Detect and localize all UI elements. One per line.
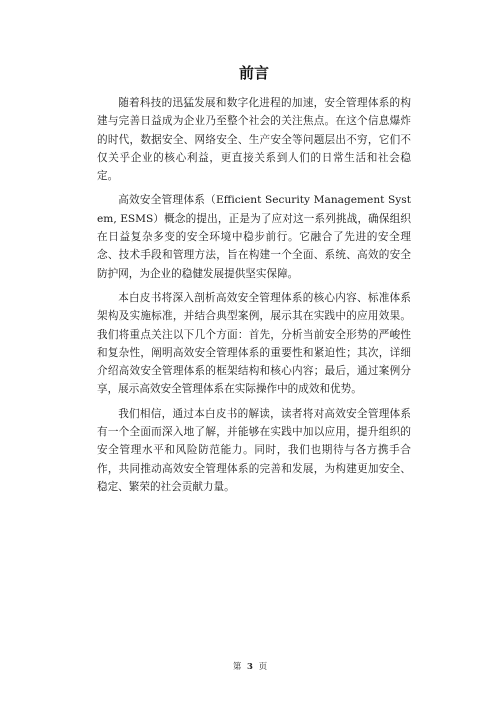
body-text xyxy=(97,94,411,502)
paragraph-3: 本白皮书将深入剖析高效安全管理体系的核心内容、标准体系架构及实施标准，并结合典型案例，展示其在实践中的应用效果。我们将重点关注以下几个方面：首先，分析当前安全形势的严峻性和复杂性，阐明高效安全管理体系的重要性和紧迫性；其次，详细介绍高效安全管理体系的框架结构和核心内容；最后，通过案例分享，展示高效安全管理体系在实际操作中的成效和优势。 xyxy=(97,291,411,396)
page-title: 前言 xyxy=(238,64,269,82)
paragraph-4: 我们相信，通过本白皮书的解读，读者将对高效安全管理体系有一个全面而深入地了解，并能够在实践中加以应用，提升组织的安全管理水平和风险防范能力。同时，我们也期待与各方携手合作，共同推动高效安全管理体系的完善和发展，为构建更加安全、稳定、繁荣的社会贡献力量。 xyxy=(97,407,411,493)
paragraph-1: 随着科技的迅猛发展和数字化进程的加速，安全管理体系的构建与完善日益成为企业乃至整个社会的关注焦点。在这个信息爆炸的时代，数据安全、网络安全、生产安全等问题层出不穷，它们不仅关乎企业的核心利益，更直接关系到人们的日常生活和社会稳定。 xyxy=(97,97,411,183)
paragraph-2: 高效安全管理体系（Efficient Security Management System, ESMS）概念的提出，正是为了应对这一系列挑战，确保组织在日益复杂多变的安全环境中稳步前行。它融合了先进的安全理念、技术手段和管理方法，旨在构建一个全面、系统、高效的安全防护网，为企业的稳健发展提供坚实保障。 xyxy=(97,194,411,280)
page-footer xyxy=(0,661,500,673)
page-number-suffix: 页 xyxy=(258,662,268,672)
page-number: 3 xyxy=(247,662,253,672)
page-number-prefix: 第 xyxy=(232,662,242,672)
